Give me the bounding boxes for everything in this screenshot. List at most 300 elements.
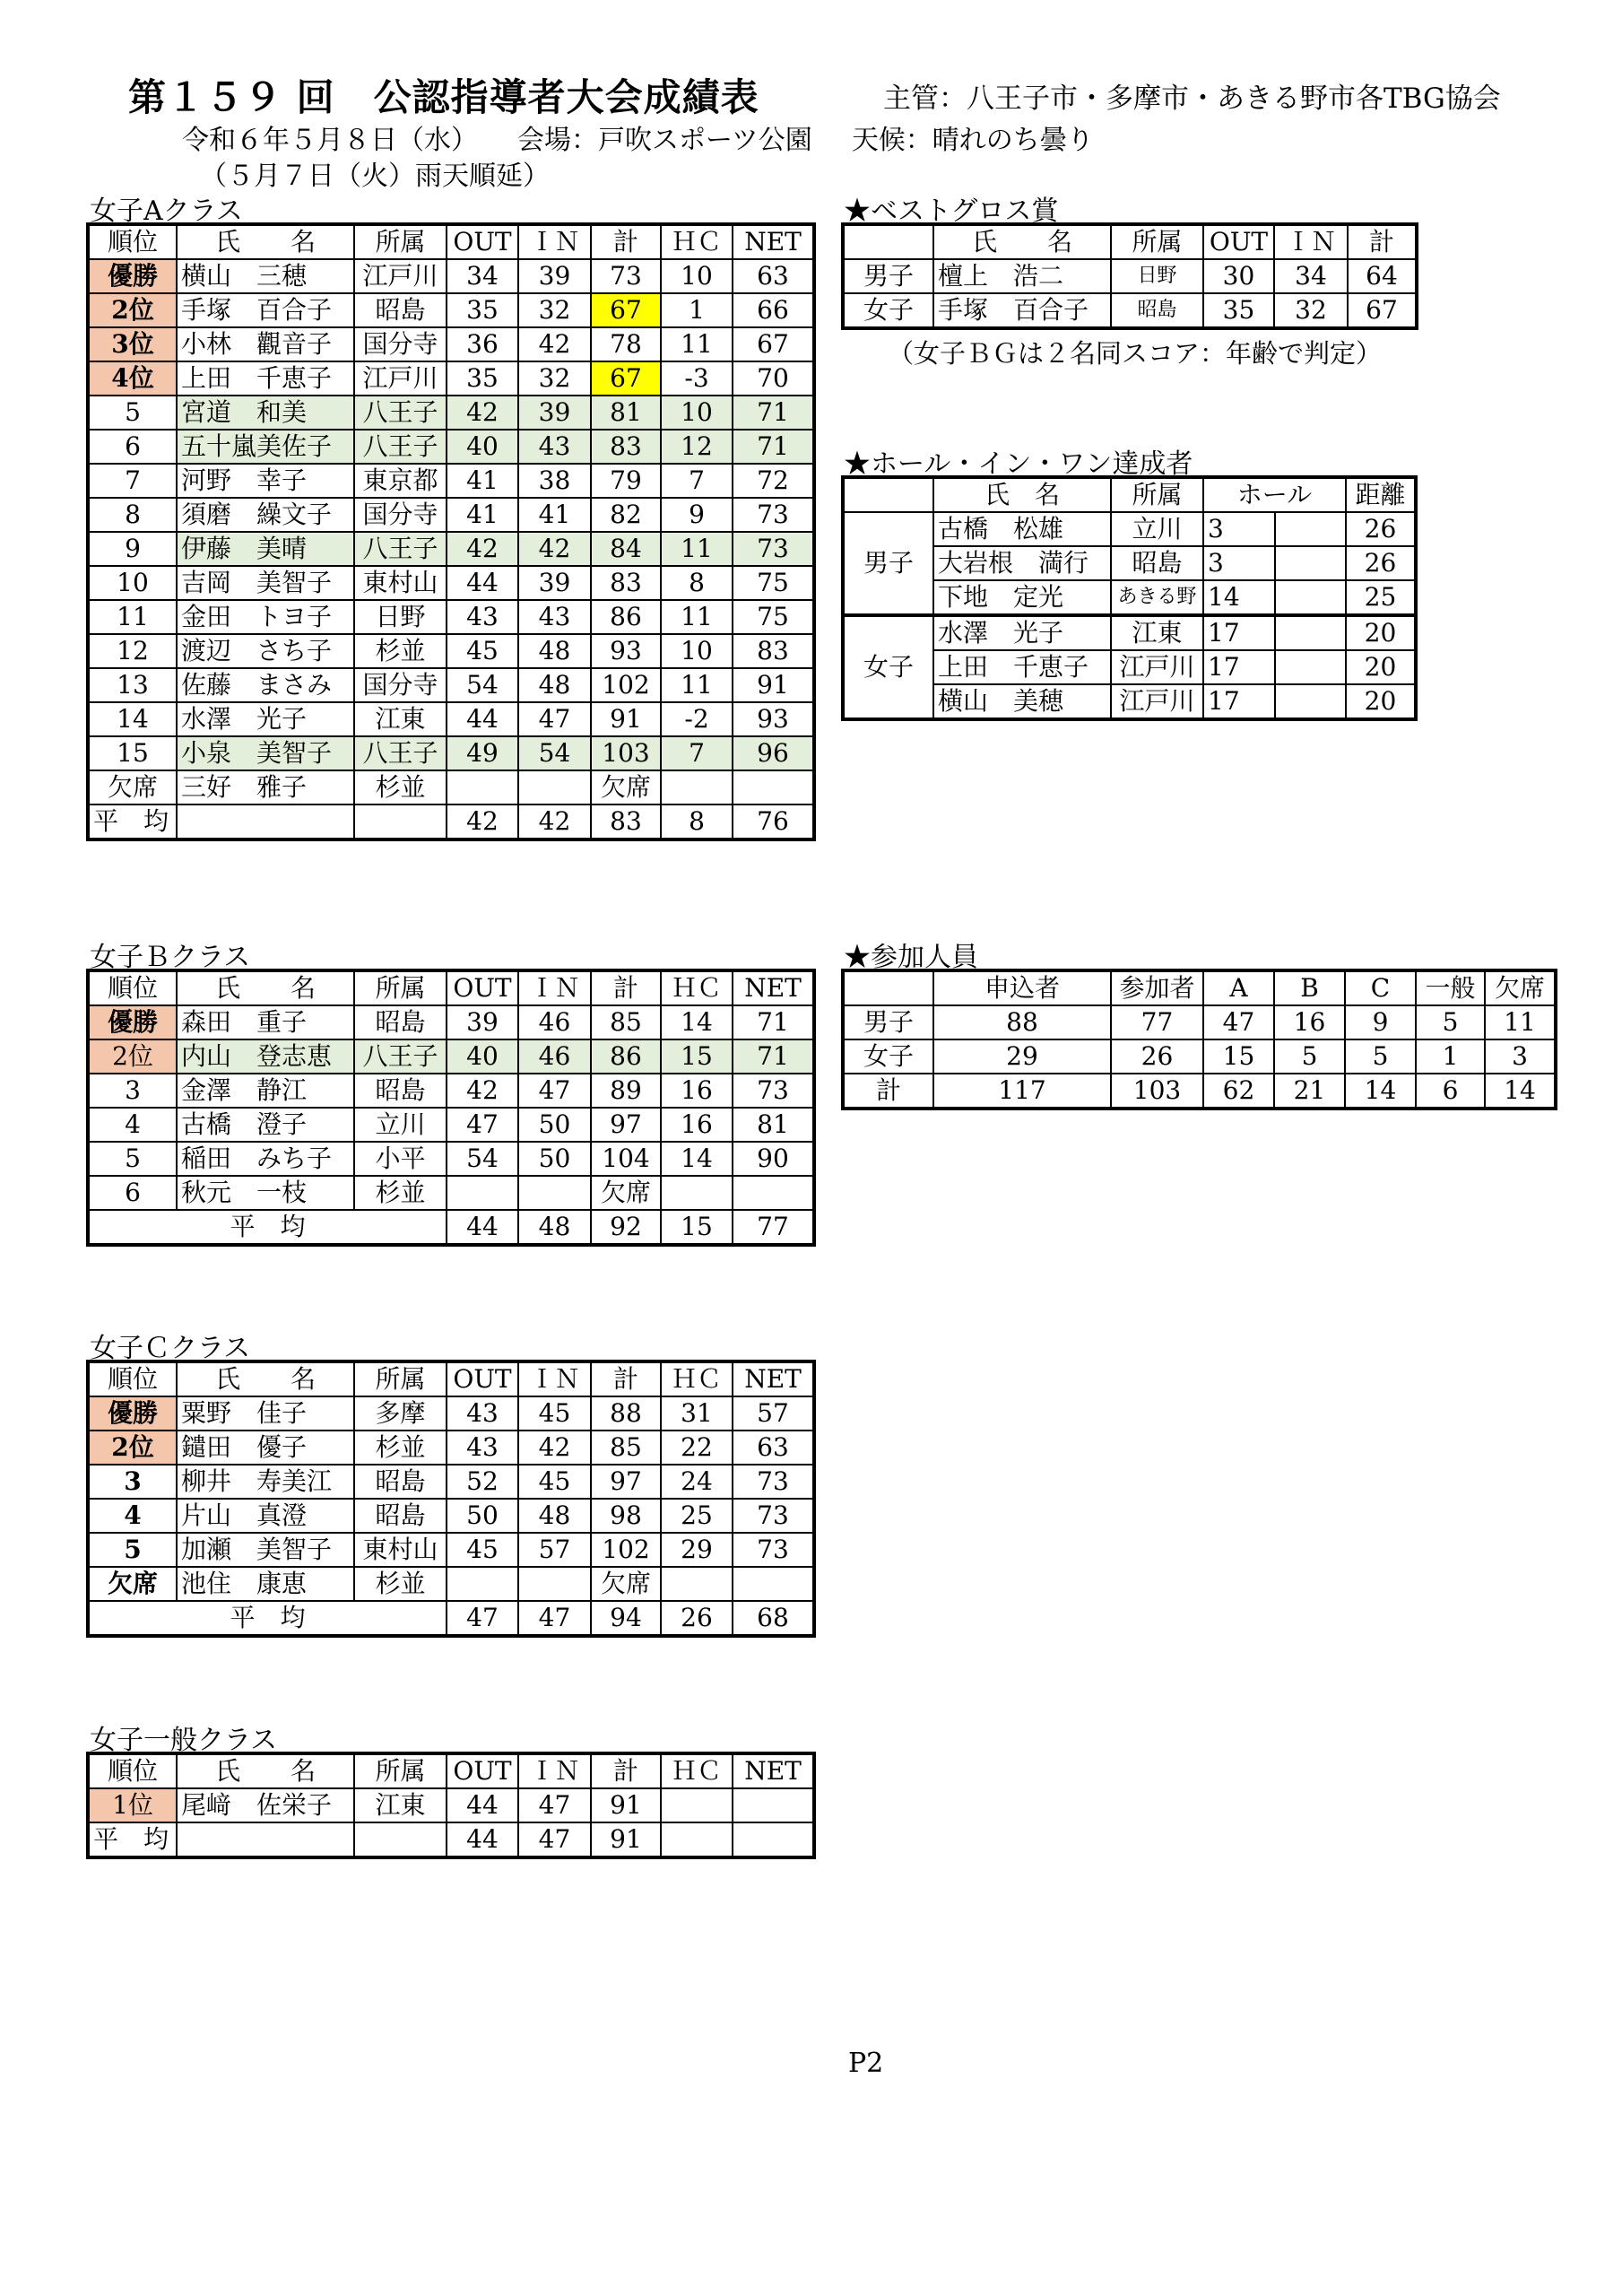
cell: 30: [1203, 259, 1274, 293]
cell-name: 五十嵐美佐子: [177, 430, 354, 464]
cell-hc: 16: [661, 1108, 733, 1142]
cell-in: 39: [518, 259, 591, 293]
cell: 檀上 浩二: [933, 259, 1111, 293]
cell-name: 下地 定光: [933, 580, 1111, 615]
cell-hc: 31: [661, 1396, 733, 1431]
col-total: 計: [591, 1361, 661, 1396]
cell-hc: -3: [661, 361, 733, 396]
cell-total: 86: [591, 1039, 661, 1074]
cell-in: 42: [518, 1431, 591, 1465]
cell-out: 44: [447, 1788, 518, 1822]
cell: 29: [933, 1039, 1111, 1074]
cell-net: 71: [733, 1005, 814, 1039]
cell-rank: 6: [88, 1176, 177, 1210]
cell-club: 江戸川: [1111, 650, 1203, 684]
average-row: [88, 804, 814, 839]
cell-total: 102: [591, 668, 661, 702]
cell-hc: 14: [661, 1142, 733, 1176]
cell-distance: 20: [1346, 650, 1416, 684]
cell: 3: [1485, 1039, 1556, 1074]
col-in: ＩＮ: [518, 224, 591, 259]
col-total: 計: [591, 1753, 661, 1788]
cell-name: 上田 千恵子: [933, 650, 1111, 684]
col-header: [843, 970, 933, 1005]
table-row: [88, 566, 814, 600]
cell-hc: 29: [661, 1533, 733, 1567]
cell-name: 粟野 佳子: [177, 1396, 354, 1431]
table-row: [88, 1567, 814, 1601]
cell-name: 宮道 和美: [177, 396, 354, 430]
cell-net: 71: [733, 430, 814, 464]
cell-hole: 14: [1203, 580, 1275, 615]
cell-net: 70: [733, 361, 814, 396]
cell-hole: 3: [1203, 512, 1275, 546]
cell-club: 東京都: [354, 464, 447, 498]
cell-in: 50: [518, 1142, 591, 1176]
table-row: [88, 1465, 814, 1499]
participants-title: ★参加人員: [844, 942, 978, 973]
table-row: [88, 532, 814, 566]
cell: 手塚 百合子: [933, 293, 1111, 328]
cell-hc: [661, 1567, 733, 1601]
cell-in: 45: [518, 1396, 591, 1431]
cell-rank: 14: [88, 702, 177, 736]
cell-hc: -2: [661, 702, 733, 736]
cell: 14: [1485, 1074, 1556, 1109]
cell-rank: 4: [88, 1499, 177, 1533]
cell-in: 42: [518, 327, 591, 361]
cell-out: 42: [447, 396, 518, 430]
cell-in: 54: [518, 736, 591, 770]
cell-hc: 10: [661, 634, 733, 668]
cell: 1: [1416, 1039, 1485, 1074]
col-hc: ＨＣ: [661, 224, 733, 259]
cell-total: 83: [591, 430, 661, 464]
cell: 6: [1416, 1074, 1485, 1109]
col-name: 氏 名: [177, 1361, 354, 1396]
cell-club: 江東: [354, 1788, 447, 1822]
cell-total: 84: [591, 532, 661, 566]
cell-out: [447, 1567, 518, 1601]
table-row: [88, 259, 814, 293]
avg-out: 47: [447, 1601, 518, 1636]
cell-name: 金田 トヨ子: [177, 600, 354, 634]
cell-name: 尾﨑 佐栄子: [177, 1788, 354, 1822]
cell-rank: 欠席: [88, 770, 177, 804]
cell-net: 81: [733, 1108, 814, 1142]
avg-net: 77: [733, 1210, 814, 1245]
cell-distance: 26: [1346, 546, 1416, 580]
cell: 62: [1203, 1074, 1274, 1109]
cell-in: [518, 770, 591, 804]
col-name: 氏 名: [933, 224, 1111, 259]
cell-out: 41: [447, 464, 518, 498]
cell-club: 昭島: [1111, 546, 1203, 580]
cell-out: 40: [447, 1039, 518, 1074]
cell-total: 89: [591, 1074, 661, 1108]
table-row: [88, 1005, 814, 1039]
avg-hc: 15: [661, 1210, 733, 1245]
header-row: [88, 224, 814, 259]
cell-hc: 1: [661, 293, 733, 327]
cell-rank: 優勝: [88, 1396, 177, 1431]
class-general-table: [86, 1752, 816, 1859]
cell-name: 鑓田 優子: [177, 1431, 354, 1465]
cell-distance: 25: [1346, 580, 1416, 615]
cell-rank: 欠席: [88, 1567, 177, 1601]
cell-out: 45: [447, 1533, 518, 1567]
table-row: [88, 600, 814, 634]
cell-club: 八王子: [354, 430, 447, 464]
cell-rank: 10: [88, 566, 177, 600]
cell-in: 43: [518, 430, 591, 464]
cell-in: 43: [518, 600, 591, 634]
col-header: 参加者: [1111, 970, 1203, 1005]
cell-name: 秋元 一枝: [177, 1176, 354, 1210]
table-row: [88, 361, 814, 396]
cell-total: 73: [591, 259, 661, 293]
cell-name: 横山 美穂: [933, 684, 1111, 719]
cell-net: 75: [733, 600, 814, 634]
event-info: [182, 117, 1133, 157]
cell-total: 91: [591, 702, 661, 736]
cell-in: 46: [518, 1005, 591, 1039]
avg-in: 42: [518, 804, 591, 839]
cell-hc: 10: [661, 259, 733, 293]
cell: 88: [933, 1005, 1111, 1039]
table-row: [88, 1176, 814, 1210]
cell-rank: 2位: [88, 1039, 177, 1074]
cell-hc: 7: [661, 736, 733, 770]
col-rank: 順位: [88, 970, 177, 1005]
table-row: [88, 1533, 814, 1567]
cell-out: 44: [447, 702, 518, 736]
col-distance: 距離: [1346, 477, 1416, 512]
cell-rank: 優勝: [88, 259, 177, 293]
cell-rank: 9: [88, 532, 177, 566]
cell-in: [518, 1567, 591, 1601]
cell-club: 昭島: [354, 1465, 447, 1499]
table-row: [843, 1039, 1556, 1074]
cell-total: 欠席: [591, 1567, 661, 1601]
cell-club: 江戸川: [354, 361, 447, 396]
cell-hc: 8: [661, 566, 733, 600]
cell-out: 52: [447, 1465, 518, 1499]
cell-hc: 11: [661, 600, 733, 634]
cell-out: 43: [447, 1431, 518, 1465]
table-row: [88, 396, 814, 430]
cell-distance: 20: [1346, 684, 1416, 719]
avg-in: 47: [518, 1822, 591, 1857]
cell-name: 三好 雅子: [177, 770, 354, 804]
table-row: [843, 1005, 1556, 1039]
cell-net: 73: [733, 532, 814, 566]
avg-hc: 8: [661, 804, 733, 839]
cell-hc: 15: [661, 1039, 733, 1074]
table-row: [843, 1074, 1556, 1109]
col-header: B: [1274, 970, 1345, 1005]
avg-label: 平 均: [88, 1822, 177, 1857]
col-header: 申込者: [933, 970, 1111, 1005]
col-total: 計: [591, 224, 661, 259]
cell-in: 47: [518, 1788, 591, 1822]
table-row: [88, 668, 814, 702]
cell-out: 42: [447, 1074, 518, 1108]
col-total: 計: [591, 970, 661, 1005]
cell-hc: [661, 770, 733, 804]
cell-hc: 10: [661, 396, 733, 430]
cell-out: 44: [447, 566, 518, 600]
cell-name: 河野 幸子: [177, 464, 354, 498]
cell-out: [447, 770, 518, 804]
avg-total: 92: [591, 1210, 661, 1245]
table-row: [88, 736, 814, 770]
row-label: 男子: [843, 1005, 933, 1039]
cell-total: 67: [591, 361, 661, 396]
table-row: [843, 259, 1417, 293]
cell-distance: 26: [1346, 512, 1416, 546]
gender-label: 男子: [843, 512, 933, 615]
cell-club: 小平: [354, 1142, 447, 1176]
cell-name: 大岩根 満行: [933, 546, 1111, 580]
cell-rank: 13: [88, 668, 177, 702]
cell-in: 46: [518, 1039, 591, 1074]
cell-total: 欠席: [591, 1176, 661, 1210]
cell-total: 欠席: [591, 770, 661, 804]
cell-name: 金澤 静江: [177, 1074, 354, 1108]
col-net: NET: [733, 224, 814, 259]
cell: 15: [1203, 1039, 1274, 1074]
cell-club: 八王子: [354, 1039, 447, 1074]
class-b-table: [86, 969, 816, 1247]
hole-in-one-title: ★ホール・イン・ワン達成者: [844, 448, 1193, 480]
avg-hc: 26: [661, 1601, 733, 1636]
cell-club: 立川: [1111, 512, 1203, 546]
cell-total: 98: [591, 1499, 661, 1533]
cell-out: 54: [447, 1142, 518, 1176]
col-out: OUT: [447, 970, 518, 1005]
class-general-title: 女子一般クラス: [90, 1725, 278, 1756]
cell-in: 32: [518, 361, 591, 396]
col-in: ＩＮ: [1274, 224, 1348, 259]
col-out: OUT: [447, 1361, 518, 1396]
table-row: [88, 1074, 814, 1108]
cell-name: 片山 真澄: [177, 1499, 354, 1533]
cell-club: 江東: [1111, 615, 1203, 650]
cell-hc: 16: [661, 1074, 733, 1108]
table-row: [88, 293, 814, 327]
cell-net: 73: [733, 1074, 814, 1108]
table-row: [88, 634, 814, 668]
cell-hc: 7: [661, 464, 733, 498]
header-row: [843, 477, 1416, 512]
page-title: 第１５９ 回 公認指導者大会成績表: [128, 75, 759, 119]
cell-total: 97: [591, 1108, 661, 1142]
col-name: 氏 名: [177, 224, 354, 259]
cell-name: 渡辺 さち子: [177, 634, 354, 668]
cell: 47: [1203, 1005, 1274, 1039]
cell-club: 国分寺: [354, 327, 447, 361]
cell-name: 小林 觀音子: [177, 327, 354, 361]
cell-total: 78: [591, 327, 661, 361]
cell-club: 多摩: [354, 1396, 447, 1431]
cell-club: 昭島: [354, 293, 447, 327]
col-hole: ホール: [1203, 477, 1346, 512]
cell-rank: 5: [88, 1142, 177, 1176]
participants-table: [841, 969, 1557, 1110]
class-a-table: [86, 222, 816, 841]
cell-in: 47: [518, 1074, 591, 1108]
cell-in: 48: [518, 1499, 591, 1533]
table-row: [88, 1142, 814, 1176]
row-label: 計: [843, 1074, 933, 1109]
cell-total: 82: [591, 498, 661, 532]
col-club: 所属: [1111, 224, 1203, 259]
col-header: 欠席: [1485, 970, 1556, 1005]
cell-out: 35: [447, 361, 518, 396]
cell-name: 柳井 寿美江: [177, 1465, 354, 1499]
avg-label: 平 均: [88, 1210, 447, 1245]
cell-club: 八王子: [354, 736, 447, 770]
cell-name: 加瀬 美智子: [177, 1533, 354, 1567]
cell-hc: 11: [661, 668, 733, 702]
table-row: [88, 498, 814, 532]
cell-hole: 17: [1203, 650, 1275, 684]
table-row: [843, 615, 1416, 650]
cell-total: 91: [591, 1788, 661, 1822]
cell-in: 39: [518, 566, 591, 600]
cell-total: 103: [591, 736, 661, 770]
cell-rank: 4: [88, 1108, 177, 1142]
cell-club: 昭島: [354, 1005, 447, 1039]
cell: 77: [1111, 1005, 1203, 1039]
cell-total: 85: [591, 1005, 661, 1039]
cell-name: 池住 康恵: [177, 1567, 354, 1601]
cell-name: 小泉 美智子: [177, 736, 354, 770]
cell-net: 73: [733, 498, 814, 532]
cell-net: 75: [733, 566, 814, 600]
avg-label: 平 均: [88, 1601, 447, 1636]
table-row: [88, 1499, 814, 1533]
header-row: [88, 1361, 814, 1396]
col-in: ＩＮ: [518, 970, 591, 1005]
table-row: [88, 1108, 814, 1142]
col-club: 所属: [1111, 477, 1203, 512]
class-c-title: 女子Ｃクラス: [90, 1333, 251, 1364]
cell-net: [733, 1567, 814, 1601]
table-row: [88, 770, 814, 804]
header-row: [88, 1753, 814, 1788]
table-row: [88, 464, 814, 498]
header-row: [843, 970, 1556, 1005]
cell-name: 須磨 繰文子: [177, 498, 354, 532]
cell-rank: 5: [88, 1533, 177, 1567]
cell-name: 手塚 百合子: [177, 293, 354, 327]
cell: 26: [1111, 1039, 1203, 1074]
class-b-title: 女子Ｂクラス: [90, 942, 251, 973]
cell-out: 43: [447, 1396, 518, 1431]
cell-club: 日野: [354, 600, 447, 634]
cell-total: 86: [591, 600, 661, 634]
cell-club: 江東: [354, 702, 447, 736]
col-name: 氏 名: [177, 970, 354, 1005]
cell-rank: 7: [88, 464, 177, 498]
col-header: C: [1345, 970, 1416, 1005]
cell-hc: 11: [661, 532, 733, 566]
cell-rank: 5: [88, 396, 177, 430]
cell: 11: [1485, 1005, 1556, 1039]
col-club: 所属: [354, 1753, 447, 1788]
cell: 64: [1348, 259, 1417, 293]
cell-net: 71: [733, 1039, 814, 1074]
cell-club: 八王子: [354, 396, 447, 430]
cell-rank: 6: [88, 430, 177, 464]
cell-in: 48: [518, 668, 591, 702]
col-in: ＩＮ: [518, 1361, 591, 1396]
table-row: [88, 1396, 814, 1431]
header-row: [843, 224, 1417, 259]
cell-net: [733, 770, 814, 804]
cell-rank: 2位: [88, 293, 177, 327]
cell-hc: 12: [661, 430, 733, 464]
col-rank: 順位: [88, 1753, 177, 1788]
cell-out: 41: [447, 498, 518, 532]
best-gross-title: ★ベストグロス賞: [844, 196, 1059, 227]
cell-hc: 24: [661, 1465, 733, 1499]
cell-club: 杉並: [354, 1431, 447, 1465]
cell-out: 36: [447, 327, 518, 361]
cell-club: 杉並: [354, 1567, 447, 1601]
col-club: 所属: [354, 224, 447, 259]
cell-total: 102: [591, 1533, 661, 1567]
header-row: [88, 970, 814, 1005]
cell-total: 83: [591, 566, 661, 600]
cell-hc: 25: [661, 1499, 733, 1533]
cell-total: 88: [591, 1396, 661, 1431]
cell-name: 吉岡 美智子: [177, 566, 354, 600]
cell-total: 67: [591, 293, 661, 327]
avg-total: 94: [591, 1601, 661, 1636]
cell-club: 国分寺: [354, 498, 447, 532]
cell-name: 稲田 みち子: [177, 1142, 354, 1176]
organizer: 主管：八王子市・多摩市・あきる野市各TBG協会: [883, 83, 1501, 115]
cell-club: 杉並: [354, 634, 447, 668]
cell: 34: [1274, 259, 1348, 293]
cell-net: 73: [733, 1499, 814, 1533]
cell-club: 昭島: [354, 1074, 447, 1108]
cell-rank: 優勝: [88, 1005, 177, 1039]
avg-out: 44: [447, 1822, 518, 1857]
col-net: NET: [733, 970, 814, 1005]
col-club: 所属: [354, 970, 447, 1005]
table-row: [88, 1039, 814, 1074]
class-a-title: 女子Aクラス: [90, 196, 243, 227]
cell-in: 47: [518, 702, 591, 736]
col-name: 氏 名: [933, 477, 1111, 512]
cell-hc: 22: [661, 1431, 733, 1465]
cell-in: 57: [518, 1533, 591, 1567]
cell-club: 杉並: [354, 1176, 447, 1210]
cell-club: 国分寺: [354, 668, 447, 702]
gender-label: 女子: [843, 293, 933, 328]
avg-in: 48: [518, 1210, 591, 1245]
cell: 5: [1416, 1005, 1485, 1039]
cell: 9: [1345, 1005, 1416, 1039]
col-total: 計: [1348, 224, 1417, 259]
cell-net: 91: [733, 668, 814, 702]
cell-rank: 1位: [88, 1788, 177, 1822]
cell-rank: 11: [88, 600, 177, 634]
